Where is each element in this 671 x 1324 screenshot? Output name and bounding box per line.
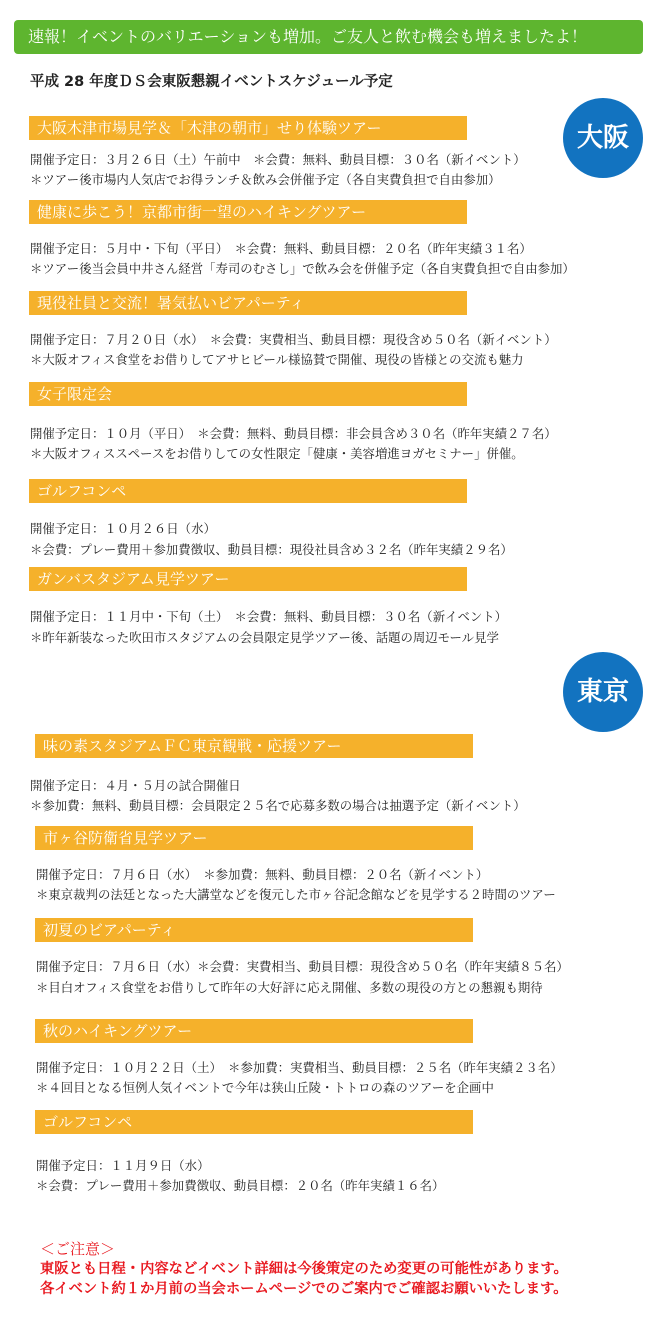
- tokyo-badge: 東京: [563, 652, 643, 732]
- event-title: 味の素スタジアムＦＣ東京観戦・応援ツアー: [35, 734, 473, 758]
- notice-heading: ＜ご注意＞: [40, 1240, 116, 1258]
- event-date-line: 開催予定日：３月２６日（土）午前中 ＊会費：無料、動員目標：３０名（新イベント）: [30, 152, 526, 167]
- event-date-line: 開催予定日：７月６日（水）＊会費：実費相当、動員目標：現役含め５０名（昨年実績８５名）: [36, 959, 569, 974]
- event-date-line: 開催予定日：５月中・下旬（平日） ＊会費：無料、動員目標：２０名（昨年実績３１名）: [30, 241, 532, 256]
- event-date-line: 開催予定日：４月・５月の試合開催日: [30, 778, 241, 793]
- event-title: ゴルフコンペ: [35, 1110, 473, 1134]
- event-title: 健康に歩こう！京都市街一望のハイキングツアー: [29, 200, 467, 224]
- event-title: ガンバスタジアム見学ツアー: [29, 567, 467, 591]
- event-title: 市ヶ谷防衛省見学ツアー: [35, 826, 473, 850]
- osaka-badge: 大阪: [563, 98, 643, 178]
- page-title: 平成 28 年度ＤＳ会東阪懇親イベントスケジュール予定: [30, 74, 393, 90]
- event-detail-line: ＊ツアー後当会員中井さん経営「寿司のむさし」で飲み会を併催予定（各自実費負担で自由参加）: [30, 261, 575, 276]
- event-date-line: 開催予定日：１０月２２日（土） ＊参加費：実費相当、動員目標：２５名（昨年実績２３名）: [36, 1060, 563, 1075]
- event-date-line: 開催予定日：１１月９日（水）: [36, 1158, 210, 1173]
- event-detail-line: ＊目白オフィス食堂をお借りして昨年の大好評に応え開催、多数の現役の方との懇親も期待: [36, 980, 543, 995]
- event-date-line: 開催予定日：７月２０日（水） ＊会費：実費相当、動員目標：現役含め５０名（新イベント）: [30, 332, 557, 347]
- event-detail-line: ＊昨年新装なった吹田市スタジアムの会員限定見学ツアー後、話題の周辺モール見学: [30, 630, 499, 645]
- event-detail-line: ＊大阪オフィススペースをお借りしての女性限定「健康・美容増進ヨガセミナー」併催。: [30, 446, 524, 461]
- event-detail-line: ＊会費：プレー費用＋参加費徴収、動員目標：２０名（昨年実績１６名）: [36, 1178, 445, 1193]
- event-detail-line: ＊４回目となる恒例人気イベントで今年は狭山丘陵・トトロの森のツアーを企画中: [36, 1080, 494, 1095]
- notice-line: 各イベント約１か月前の当会ホームページでのご案内でご確認お願いいたします。: [40, 1281, 568, 1297]
- event-date-line: 開催予定日：１０月２６日（水）: [30, 521, 216, 536]
- event-date-line: 開催予定日：１１月中・下旬（土） ＊会費：無料、動員目標：３０名（新イベント）: [30, 609, 508, 624]
- event-detail-line: ＊大阪オフィス食堂をお借りしてアサヒビール様協賛で開催、現役の皆様との交流も魅力: [30, 352, 524, 367]
- event-title: 秋のハイキングツアー: [35, 1019, 473, 1043]
- event-title: 大阪木津市場見学＆「木津の朝市」せり体験ツアー: [29, 116, 467, 140]
- notice-line: 東阪とも日程・内容などイベント詳細は今後策定のため変更の可能性があります。: [40, 1261, 568, 1277]
- event-detail-line: ＊会費：プレー費用＋参加費徴収、動員目標：現役社員含め３２名（昨年実績２９名）: [30, 542, 513, 557]
- event-date-line: 開催予定日：１０月（平日） ＊会費：無料、動員目標：非会員含め３０名（昨年実績２７名）: [30, 426, 557, 441]
- event-detail-line: ＊東京裁判の法廷となった大講堂などを復元した市ヶ谷記念館などを見学する２時間のツアー: [36, 887, 556, 902]
- news-banner: 速報！イベントのバリエーションも増加。ご友人と飲む機会も増えましたよ！: [14, 20, 643, 54]
- event-title: 初夏のビアパーティ: [35, 918, 473, 942]
- event-date-line: 開催予定日：７月６日（水） ＊参加費：無料、動員目標：２０名（新イベント）: [36, 867, 489, 882]
- event-detail-line: ＊参加費：無料、動員目標：会員限定２５名で応募多数の場合は抽選予定（新イベント）: [30, 798, 526, 813]
- event-title: 女子限定会: [29, 382, 467, 406]
- event-title: ゴルフコンペ: [29, 479, 467, 503]
- event-detail-line: ＊ツアー後市場内人気店でお得ランチ＆飲み会併催予定（各自実費負担で自由参加）: [30, 172, 501, 187]
- event-title: 現役社員と交流！暑気払いビアパーティ: [29, 291, 467, 315]
